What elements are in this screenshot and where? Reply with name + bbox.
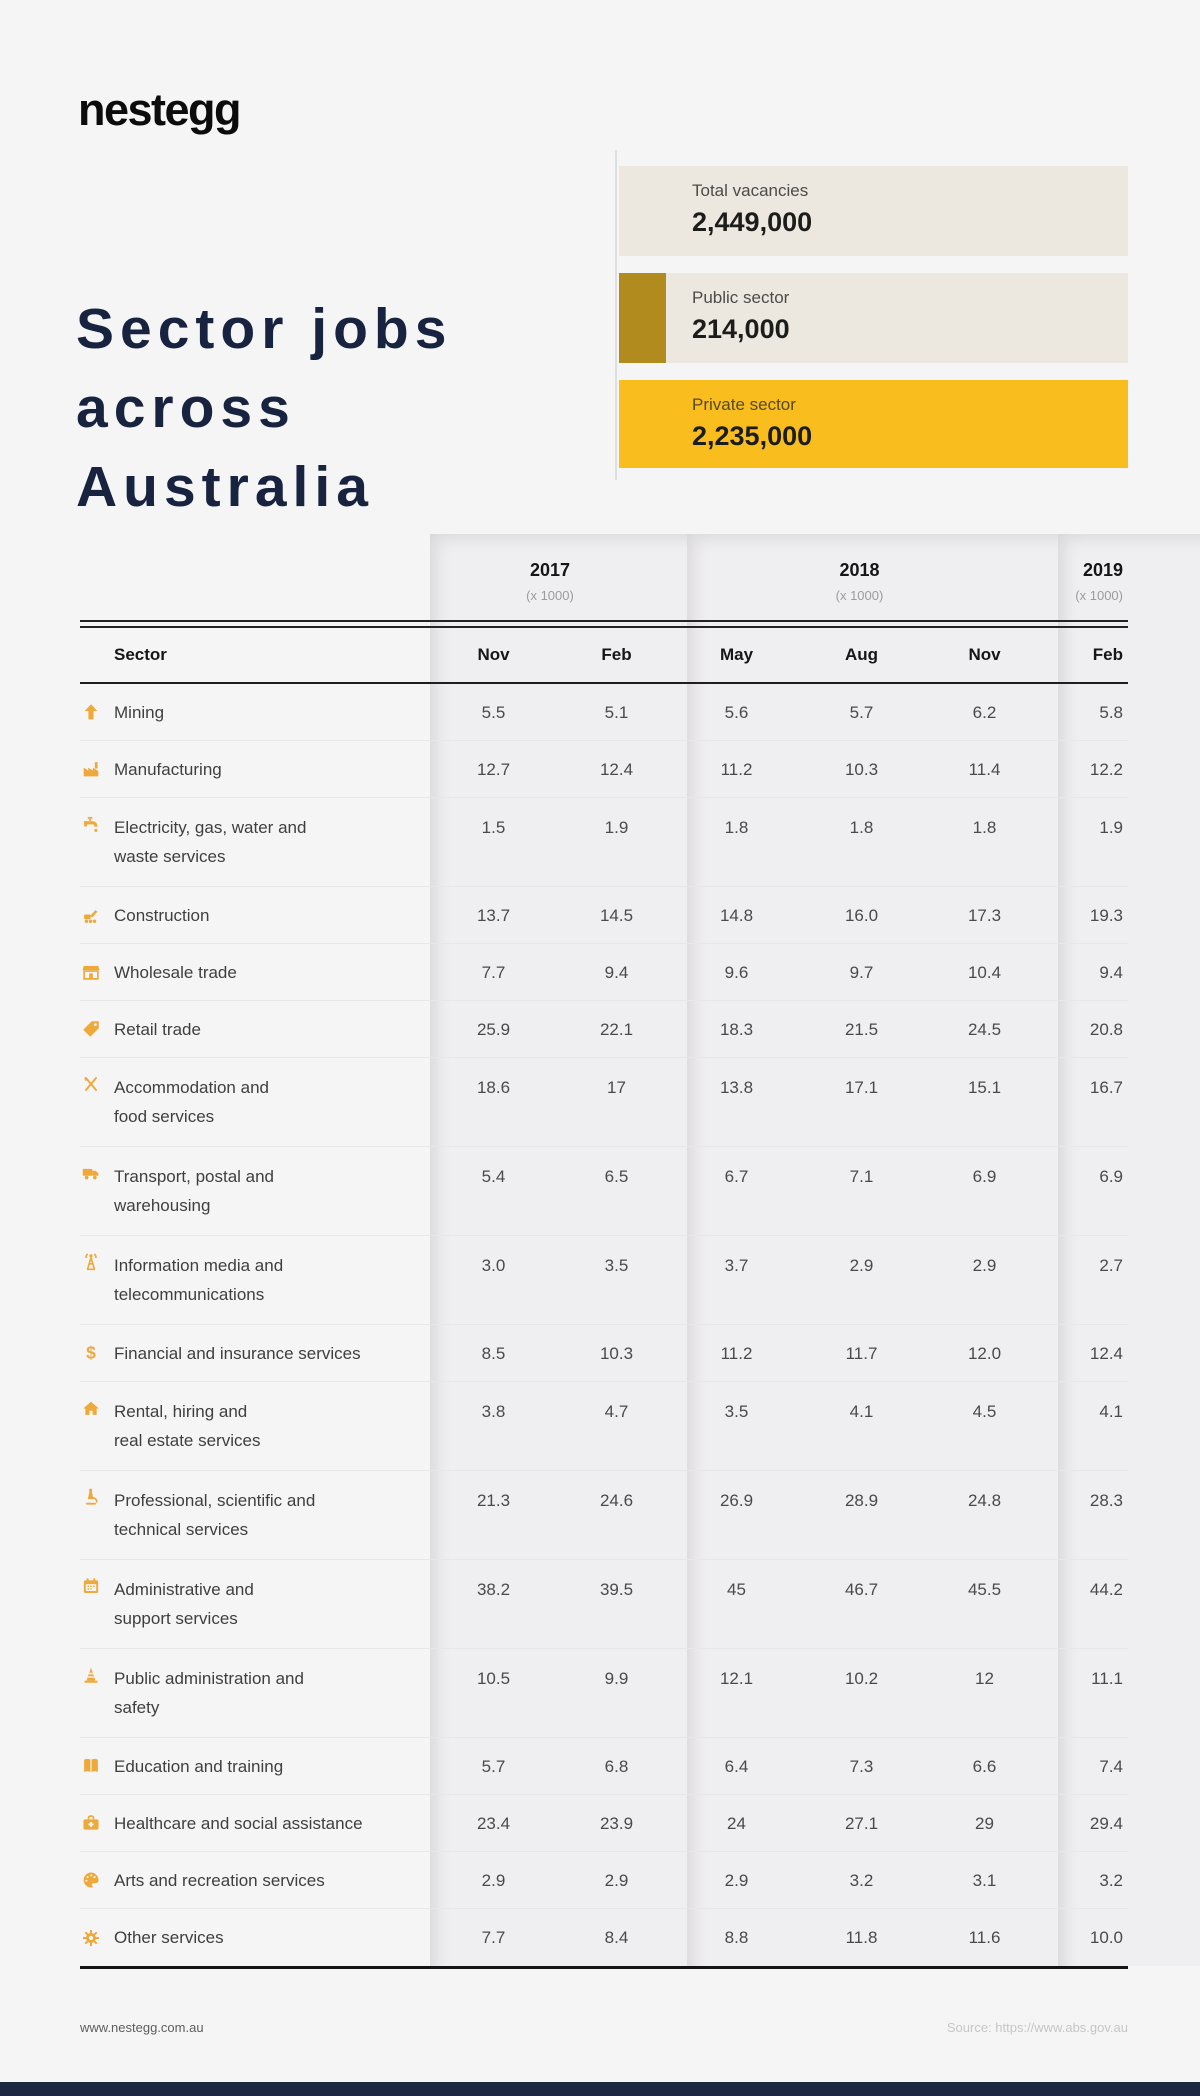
table-row [80, 798, 1128, 887]
year-label: 2018 [839, 560, 880, 580]
value-cell: 18.3 [719, 1019, 754, 1039]
sector-icon-cell [80, 1018, 114, 1040]
value-cell: 25.9 [476, 1019, 511, 1039]
sector-table-body [80, 684, 1128, 1966]
value-cell: 5.5 [481, 702, 506, 722]
value-cell: 28.3 [1089, 1491, 1123, 1510]
value-cell: 22.1 [599, 1019, 634, 1039]
sector-name: Financial and insurance services [114, 1343, 361, 1363]
value-cell: 14.5 [599, 905, 634, 925]
table-row [80, 684, 1128, 741]
value-cell: 5.6 [724, 702, 749, 722]
value-cell: 12 [975, 1669, 994, 1688]
value-cell: 11.1 [1091, 1669, 1123, 1688]
stat-card-total-vacancies [619, 166, 1128, 256]
crane-icon [80, 904, 102, 926]
house-icon [80, 1397, 102, 1419]
value-cell: 3.1 [972, 1870, 997, 1890]
double-rule [80, 620, 1128, 628]
column-header-month: Feb [1092, 645, 1123, 664]
value-cell: 6.2 [972, 702, 997, 722]
value-cell: 9.7 [849, 962, 874, 982]
sector-name: Arts and recreation services [114, 1870, 325, 1890]
bottom-accent-bar [0, 2082, 1200, 2096]
sector-icon-cell [80, 1342, 114, 1364]
stat-value: 2,235,000 [692, 421, 813, 451]
value-cell: 6.7 [724, 1167, 749, 1186]
factory-icon [80, 758, 102, 780]
sector-icon-cell [80, 758, 114, 780]
table-row [80, 1649, 1128, 1738]
value-cell: 9.6 [724, 962, 749, 982]
value-cell: 11.7 [845, 1343, 878, 1363]
stat-card-private-sector [619, 380, 1128, 468]
year-header-row [80, 560, 1128, 603]
value-cell: 46.7 [844, 1580, 879, 1599]
stat-card-public-sector [619, 273, 1128, 363]
value-cell: 11.6 [968, 1928, 1001, 1947]
sector-name: Manufacturing [114, 759, 222, 779]
value-cell: 6.4 [724, 1756, 749, 1776]
year-unit-label: (x 1000) [1075, 588, 1123, 603]
table-row [80, 741, 1128, 798]
value-cell: 3.5 [724, 1402, 749, 1421]
stats-panel [619, 166, 1128, 468]
stat-label: Total vacancies [692, 181, 809, 200]
sector-name: Education and training [114, 1756, 284, 1776]
sector-icon-cell [80, 1812, 114, 1834]
value-cell: 45.5 [967, 1580, 1002, 1599]
value-cell: 2.9 [849, 1256, 874, 1275]
value-cell: 3.0 [481, 1256, 506, 1275]
value-cell: 2.9 [604, 1870, 629, 1890]
sector-icon-cell [80, 701, 114, 723]
column-header-month: Feb [601, 645, 632, 664]
table-row [80, 1560, 1128, 1649]
sector-icon-cell [80, 1486, 114, 1508]
year-group-2018 [673, 560, 1046, 603]
dollar-icon [80, 1342, 102, 1364]
sector-icon-cell [80, 1927, 114, 1949]
brand-logo: nestegg [78, 84, 241, 135]
sector-icon-cell [80, 1575, 114, 1597]
value-cell: 8.8 [724, 1928, 749, 1947]
value-cell: 11.2 [720, 1343, 753, 1363]
sector-name: Accommodation and food services [114, 1078, 269, 1126]
table-row [80, 1382, 1128, 1471]
sector-name: Mining [114, 702, 165, 722]
sector-icon-cell [80, 961, 114, 983]
value-cell: 5.8 [1099, 702, 1123, 722]
sector-name: Electricity, gas, water and waste services [114, 818, 307, 866]
value-cell: 27.1 [844, 1813, 879, 1833]
value-cell: 17.1 [844, 1078, 879, 1097]
value-cell: 20.8 [1089, 1019, 1123, 1039]
table-row [80, 1471, 1128, 1560]
sector-name: Public administration and safety [114, 1669, 304, 1717]
value-cell: 28.9 [844, 1491, 879, 1510]
value-cell: 11.4 [968, 759, 1001, 779]
value-cell: 5.7 [481, 1756, 506, 1776]
value-cell: 16.7 [1089, 1078, 1123, 1097]
sector-icon-cell [80, 1251, 114, 1273]
value-cell: 17 [607, 1078, 626, 1097]
value-cell: 5.1 [604, 702, 629, 722]
value-cell: 23.9 [599, 1813, 634, 1833]
sector-name: Wholesale trade [114, 962, 237, 982]
table-row [80, 1236, 1128, 1325]
traffic-cone-icon [80, 1664, 102, 1686]
sector-name: Rental, hiring and real estate services [114, 1402, 261, 1450]
footer-site-url: www.nestegg.com.au [80, 2020, 204, 2035]
year-label: 2019 [1082, 560, 1123, 580]
value-cell: 10.3 [844, 759, 879, 779]
table-row [80, 944, 1128, 1001]
value-cell: 45 [727, 1580, 746, 1599]
value-cell: 9.4 [604, 962, 629, 982]
sector-name: Healthcare and social assistance [114, 1813, 363, 1833]
footer-source-url: Source: https://www.abs.gov.au [946, 2020, 1128, 2035]
stat-label: Private sector [692, 395, 796, 414]
value-cell: 6.5 [604, 1167, 629, 1186]
value-cell: 3.5 [604, 1256, 629, 1275]
value-cell: 1.5 [481, 818, 506, 837]
year-group-2017 [427, 560, 673, 603]
value-cell: 44.2 [1089, 1580, 1123, 1599]
value-cell: 6.9 [1099, 1167, 1123, 1186]
value-cell: 3.8 [481, 1402, 506, 1421]
value-cell: 11.8 [845, 1928, 878, 1947]
value-cell: 1.9 [604, 818, 629, 837]
value-cell: 6.6 [972, 1756, 997, 1776]
value-cell: 3.7 [724, 1256, 749, 1275]
value-cell: 2.9 [972, 1256, 997, 1275]
column-header-month: Nov [968, 645, 1001, 664]
sector-icon-cell [80, 1162, 114, 1184]
stats-divider-rule [615, 150, 617, 480]
cutlery-icon [80, 1073, 102, 1095]
sector-name: Other services [114, 1928, 224, 1947]
table-row [80, 1909, 1128, 1966]
sector-name: Retail trade [114, 1019, 201, 1039]
value-cell: 2.7 [1099, 1256, 1123, 1275]
value-cell: 7.4 [1099, 1756, 1123, 1776]
page-title-line-1: Sector jobs [76, 297, 453, 361]
value-cell: 7.7 [481, 1928, 506, 1947]
sector-name: Administrative and support services [114, 1580, 254, 1628]
column-header-sector: Sector [114, 645, 167, 664]
table-row [80, 887, 1128, 944]
value-cell: 24.5 [967, 1019, 1002, 1039]
value-cell: 21.3 [476, 1491, 511, 1510]
medical-kit-icon [80, 1812, 102, 1834]
column-header-month: Aug [844, 645, 879, 664]
sector-icon-cell [80, 1664, 114, 1686]
value-cell: 4.1 [1099, 1402, 1123, 1421]
storefront-icon [80, 961, 102, 983]
value-cell: 7.7 [481, 962, 506, 982]
value-cell: 1.8 [972, 818, 997, 837]
value-cell: 10.5 [476, 1669, 511, 1688]
value-cell: 2.9 [481, 1870, 506, 1890]
value-cell: 4.1 [849, 1402, 874, 1421]
value-cell: 24.8 [967, 1491, 1002, 1510]
table-row [80, 1001, 1128, 1058]
value-cell: 23.4 [476, 1813, 511, 1833]
value-cell: 1.9 [1099, 818, 1123, 837]
sector-icon-cell [80, 1073, 114, 1095]
sector-icon-cell [80, 1869, 114, 1891]
value-cell: 29.4 [1089, 1813, 1123, 1833]
year-group-2019 [1046, 560, 1128, 603]
value-cell: 4.7 [604, 1402, 629, 1421]
year-label: 2017 [529, 560, 571, 580]
sector-name: Construction [114, 905, 210, 925]
value-cell: 12.7 [476, 759, 511, 779]
value-cell: 5.7 [849, 702, 874, 722]
column-header-month: Nov [477, 645, 510, 664]
sector-name: Professional, scientific and technical services [114, 1491, 316, 1539]
table-bottom-rule [80, 1966, 1128, 1969]
column-header-month: May [719, 645, 754, 664]
stat-value: 214,000 [692, 314, 790, 344]
value-cell: 2.9 [724, 1870, 749, 1890]
value-cell: 39.5 [599, 1580, 634, 1599]
value-cell: 6.9 [972, 1167, 997, 1186]
sector-icon-cell [80, 1755, 114, 1777]
value-cell: 12.2 [1089, 759, 1123, 779]
value-cell: 1.8 [724, 818, 749, 837]
value-cell: 12.4 [599, 759, 634, 779]
value-cell: 13.7 [476, 905, 511, 925]
value-cell: 24 [727, 1813, 746, 1833]
value-cell: 4.5 [972, 1402, 997, 1421]
palette-icon [80, 1869, 102, 1891]
value-cell: 24.6 [599, 1491, 634, 1510]
value-cell: 8.4 [604, 1928, 629, 1947]
value-cell: 3.2 [1099, 1870, 1123, 1890]
sector-name: Information media and telecommunications [114, 1256, 284, 1304]
value-cell: 21.5 [844, 1019, 879, 1039]
year-unit-label: (x 1000) [526, 588, 574, 603]
value-cell: 7.3 [849, 1756, 874, 1776]
value-cell: 10.2 [844, 1669, 879, 1688]
value-cell: 5.4 [481, 1167, 506, 1186]
stat-accent-block [619, 273, 666, 363]
value-cell: 9.9 [604, 1669, 629, 1688]
price-tag-icon [80, 1018, 102, 1040]
page-title-line-2: across [76, 376, 296, 440]
value-cell: 12.1 [719, 1669, 754, 1688]
microscope-icon [80, 1486, 102, 1508]
sector-icon-cell [80, 904, 114, 926]
sector-icon-cell [80, 813, 114, 835]
value-cell: 15.1 [967, 1078, 1002, 1097]
year-spacer [80, 560, 427, 603]
stat-label: Public sector [692, 288, 790, 307]
value-cell: 12.4 [1089, 1343, 1123, 1363]
value-cell: 10.4 [967, 962, 1002, 982]
value-cell: 10.0 [1089, 1928, 1123, 1947]
table-row [80, 1147, 1128, 1236]
value-cell: 13.8 [719, 1078, 754, 1097]
column-header-row [80, 628, 1128, 682]
year-unit-label: (x 1000) [835, 588, 884, 603]
value-cell: 17.3 [967, 905, 1002, 925]
truck-icon [80, 1162, 102, 1184]
table-row [80, 1325, 1128, 1382]
value-cell: 9.4 [1099, 962, 1123, 982]
value-cell: 18.6 [476, 1078, 511, 1097]
value-cell: 10.3 [599, 1343, 634, 1363]
value-cell: 8.5 [481, 1343, 506, 1363]
value-cell: 12.0 [967, 1343, 1002, 1363]
table-row [80, 1852, 1128, 1909]
table-row [80, 1738, 1128, 1795]
value-cell: 38.2 [476, 1580, 511, 1599]
value-cell: 29 [975, 1813, 994, 1833]
value-cell: 11.2 [720, 759, 753, 779]
value-cell: 6.8 [604, 1756, 629, 1776]
table-row [80, 1058, 1128, 1147]
page-title [76, 290, 452, 527]
value-cell: 1.8 [849, 818, 874, 837]
page-title-line-3: Australia [76, 455, 374, 519]
value-cell: 16.0 [844, 905, 879, 925]
value-cell: 3.2 [849, 1870, 874, 1890]
calendar-icon [80, 1575, 102, 1597]
sector-name: Transport, postal and warehousing [114, 1167, 275, 1215]
value-cell: 26.9 [719, 1491, 754, 1510]
stat-value: 2,449,000 [692, 207, 813, 237]
value-cell: 14.8 [719, 905, 754, 925]
book-icon [80, 1755, 102, 1777]
sector-icon-cell [80, 1397, 114, 1419]
svg-text:$: $ [86, 1342, 96, 1363]
gear-icon [80, 1927, 102, 1949]
table-row [80, 1795, 1128, 1852]
antenna-icon [80, 1251, 102, 1273]
faucet-icon [80, 813, 102, 835]
up-arrow-icon [80, 701, 102, 723]
value-cell: 19.3 [1089, 905, 1123, 925]
value-cell: 7.1 [849, 1167, 874, 1186]
